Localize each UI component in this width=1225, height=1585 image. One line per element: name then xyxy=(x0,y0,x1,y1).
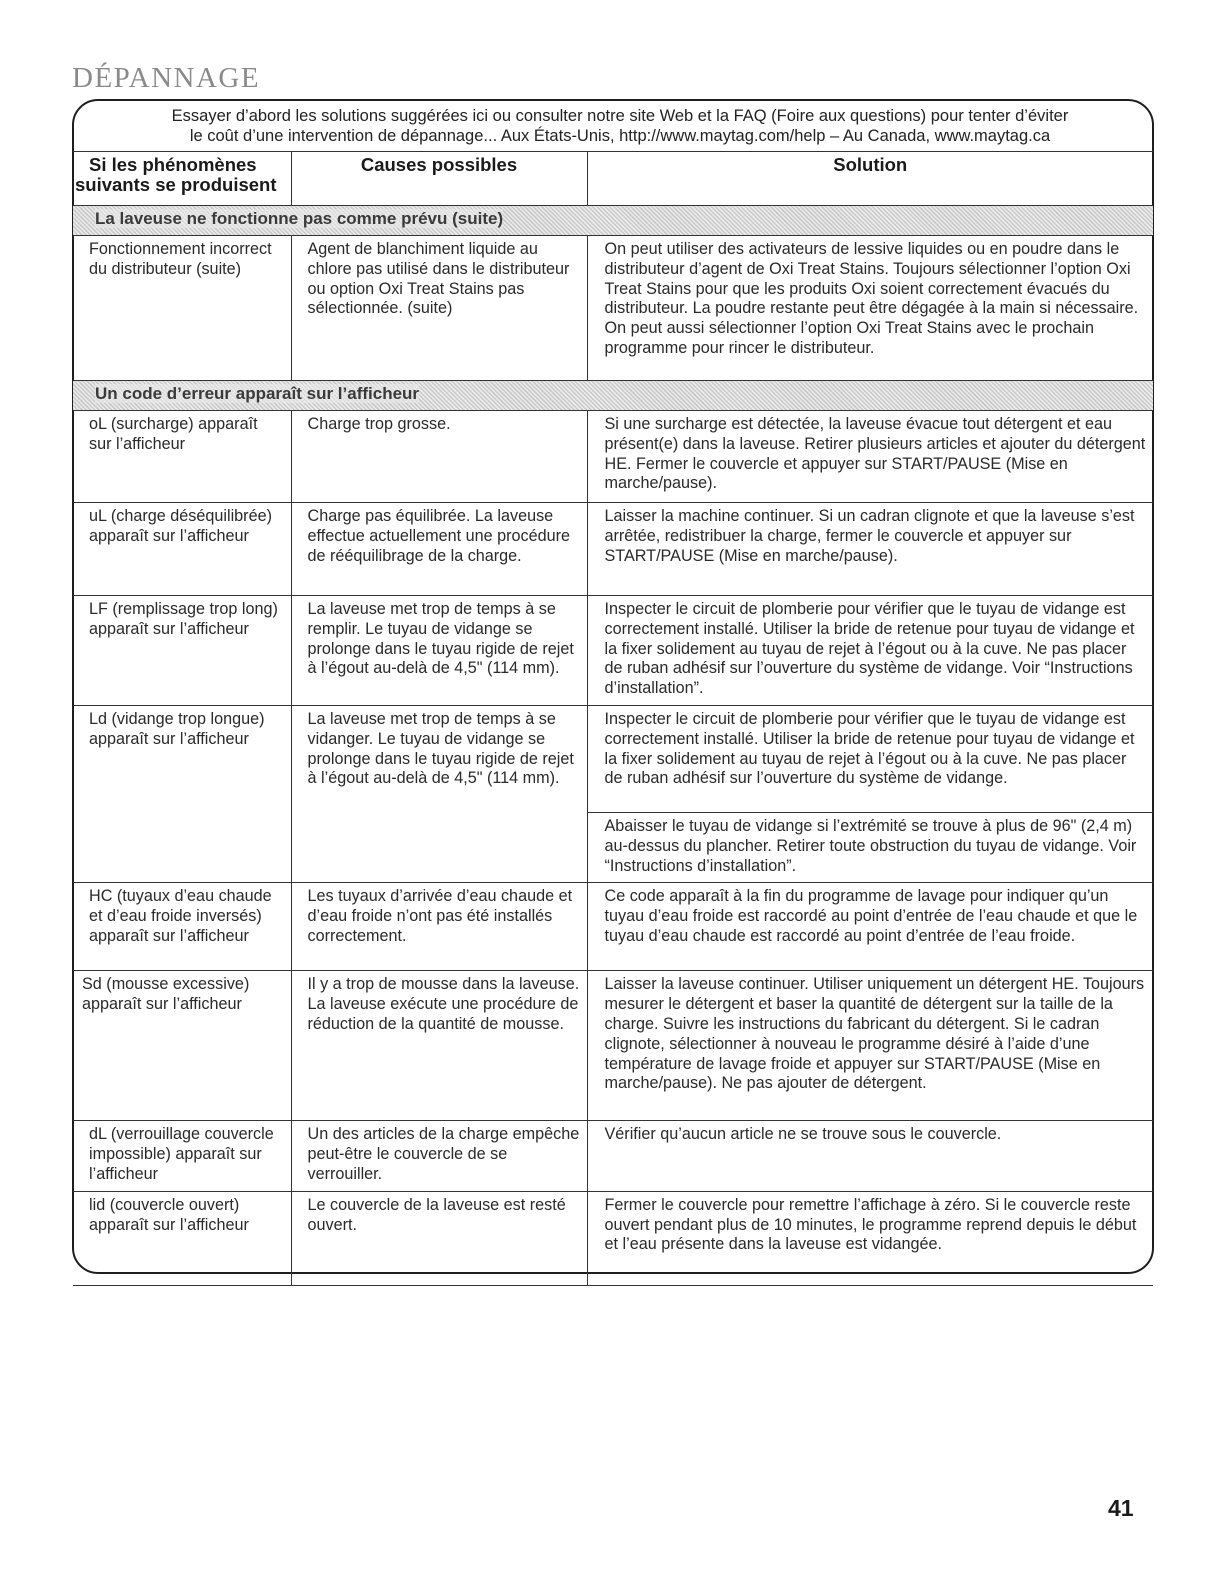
cause-cell: La laveuse met trop de temps à se remplir. Le tuyau de vidange se prolonge dans le tuyau rigide de rejet à l’égout au-delà de 4,5" (114 mm). xyxy=(291,596,587,706)
cause-cell: Les tuyaux d’arrivée d’eau chaude et d’eau froide n’ont pas été installés correctement. xyxy=(291,883,587,971)
troubleshooting-table xyxy=(73,151,1153,1286)
solution-cell: On peut utiliser des activateurs de lessive liquides ou en poudre dans le distributeur d’agent de Oxi Treat Stains. Toujours sélectionner l’option Oxi Treat Stains pour que les produits Oxi soient correctement évacués du distributeur. La poudre restante peut être dégagée à la main si nécessaire. On peut aussi sélectionner l’option Oxi Treat Stains avec le prochain programme pour rincer le distributeur. xyxy=(587,236,1153,381)
section-title xyxy=(73,206,1153,236)
table-row xyxy=(73,236,1153,381)
section-title-text: Un code d’erreur apparaît sur l’afficheur xyxy=(95,384,420,403)
cause-cell: Agent de blanchiment liquide au chlore pas utilisé dans le distributeur ou option Oxi Treat Stains pas sélectionnée. (suite) xyxy=(291,236,587,381)
symptom-cell: oL (surcharge) apparaît sur l’afficheur xyxy=(73,411,291,503)
table-row xyxy=(73,706,1153,813)
solution-cell: Vérifier qu’aucun article ne se trouve sous le couvercle. xyxy=(587,1121,1153,1191)
section-title-text: La laveuse ne fonctionne pas comme prévu (suite) xyxy=(95,209,504,228)
table-row xyxy=(73,883,1153,971)
solution-cell: Laisser la machine continuer. Si un cadran clignote et que la laveuse s’est arrêtée, redistribuer la charge, fermer le couvercle et appuyer sur START/PAUSE (Mise en marche/pause). xyxy=(587,503,1153,596)
intro-text xyxy=(130,106,1110,146)
solution-cell: Laisser la laveuse continuer. Utiliser uniquement un détergent HE. Toujours mesurer le détergent et baser la quantité de détergent sur la taille de la charge. Suivre les instructions du fabricant du détergent. Si le cadran clignote, sélectionner à nouveau le programme désiré à l’aide d’une température de lavage froide et appuyer sur START/PAUSE (Mise en marche/pause). Ne pas ajouter de détergent. xyxy=(587,971,1153,1121)
symptom-cell: Sd (mousse excessive) apparaît sur l’afficheur xyxy=(73,971,291,1121)
symptom-cell: Ld (vidange trop longue) apparaît sur l’afficheur xyxy=(73,706,291,883)
symptom-cell: Fonctionnement incorrect du distributeur (suite) xyxy=(73,236,291,381)
solution-cell: Abaisser le tuyau de vidange si l’extrémité se trouve à plus de 96" (2,4 m) au-dessus du plancher. Retirer toute obstruction du tuyau de vidange. Voir “Instructions d’installation”. xyxy=(587,813,1153,883)
symptom-cell: HC (tuyaux d’eau chaude et d’eau froide inversés) apparaît sur l’afficheur xyxy=(73,883,291,971)
section-title xyxy=(73,381,1153,411)
header-solution: Solution xyxy=(587,152,1153,206)
table-row xyxy=(73,1191,1153,1285)
cause-cell: La laveuse met trop de temps à se vidanger. Le tuyau de vidange se prolonge dans le tuyau rigide de rejet à l’égout au-delà de 4,5" (114 mm). xyxy=(291,706,587,883)
symptom-cell: dL (verrouillage couvercle impossible) apparaît sur l’afficheur xyxy=(73,1121,291,1191)
table-row xyxy=(73,971,1153,1121)
solution-cell: Inspecter le circuit de plomberie pour vérifier que le tuyau de vidange est correctement installé. Utiliser la bride de retenue pour tuyau de vidange et la fixer solidement au tuyau de rejet à l’égout ou à la cuve. Ne pas placer de ruban adhésif sur l’ouverture du système de vidange. xyxy=(587,706,1153,813)
table-header-row xyxy=(73,152,1153,206)
solution-cell: Fermer le couvercle pour remettre l’affichage à zéro. Si le couvercle reste ouvert pendant plus de 10 minutes, le programme reprend depuis le début et l’eau présente dans la laveuse est vidangée. xyxy=(587,1191,1153,1285)
section-band-row xyxy=(73,381,1153,411)
solution-cell: Ce code apparaît à la fin du programme de lavage pour indiquer qu’un tuyau d’eau froide est raccordé au point d’entrée de l’eau chaude et que le tuyau d’eau chaude est raccordé au point d’entrée de l’eau froide. xyxy=(587,883,1153,971)
header-symptoms xyxy=(73,152,291,206)
symptom-cell: uL (charge déséquilibrée) apparaît sur l’afficheur xyxy=(73,503,291,596)
header-causes: Causes possibles xyxy=(291,152,587,206)
intro-line: le coût d’une intervention de dépannage... Aux États-Unis, http://www.maytag.com/help – Au Canada, www.maytag.ca xyxy=(189,127,1051,145)
cause-cell: Le couvercle de la laveuse est resté ouvert. xyxy=(291,1191,587,1285)
cause-cell: Il y a trop de mousse dans la laveuse. La laveuse exécute une procédure de réduction de la quantité de mousse. xyxy=(291,971,587,1121)
table-row xyxy=(73,411,1153,503)
table-row xyxy=(73,596,1153,706)
header-symptoms-line1: Si les phénomènes xyxy=(89,154,257,175)
section-band-row xyxy=(73,206,1153,236)
cause-cell: Charge pas équilibrée. La laveuse effectue actuellement une procédure de rééquilibrage de la charge. xyxy=(291,503,587,596)
page-title: DÉPANNAGE xyxy=(72,62,261,94)
intro-line: Essayer d’abord les solutions suggérées ici ou consulter notre site Web et la FAQ (Foire aux questions) pour tenter d’éviter xyxy=(171,107,1069,125)
table-row xyxy=(73,503,1153,596)
table-row xyxy=(73,1121,1153,1191)
cause-cell: Charge trop grosse. xyxy=(291,411,587,503)
solution-cell: Si une surcharge est détectée, la laveuse évacue tout détergent et eau présent(e) dans la laveuse. Retirer plusieurs articles et ajouter du détergent HE. Fermer le couvercle et appuyer sur START/PAUSE (Mise en marche/pause). xyxy=(587,411,1153,503)
cause-cell: Un des articles de la charge empêche peut-être le couvercle de se verrouiller. xyxy=(291,1121,587,1191)
solution-cell: Inspecter le circuit de plomberie pour vérifier que le tuyau de vidange est correctement installé. Utiliser la bride de retenue pour tuyau de vidange et la fixer solidement au tuyau de rejet à l’égout ou à la cuve. Ne pas placer de ruban adhésif sur l’ouverture du système de vidange. Voir “Instructions d’installation”. xyxy=(587,596,1153,706)
page-number: 41 xyxy=(1108,1495,1134,1521)
symptom-cell: lid (couvercle ouvert) apparaît sur l’afficheur xyxy=(73,1191,291,1285)
header-symptoms-line2: suivants se produisent xyxy=(75,174,277,195)
symptom-cell: LF (remplissage trop long) apparaît sur l’afficheur xyxy=(73,596,291,706)
